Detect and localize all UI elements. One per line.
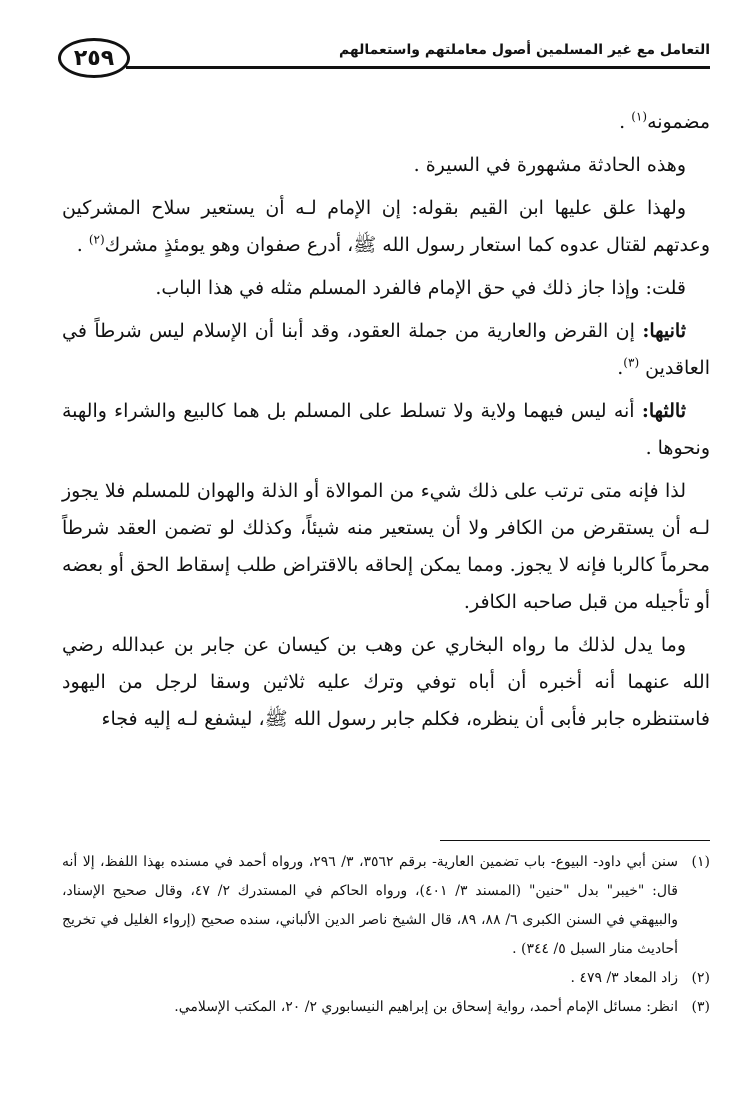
- paragraph-text: قلت: وإذا جاز ذلك في حق الإمام فالفرد المسلم مثله في هذا الباب.: [155, 277, 686, 299]
- paragraph-text: أنه ليس فيهما ولاية ولا تسلط على المسلم بل هما كالبيع والشراء والهبة ونحوها .: [62, 400, 710, 459]
- header-rule: [126, 66, 710, 69]
- paragraph-text: ولهذا علق عليها ابن القيم بقوله: إن الإمام لـه أن يستعير سلاح المشركين وعدتهم لقتال عدوه كما استعار رسول الله ﷺ، أدرع صفوان وهو يومئذٍ مشرك: [62, 197, 710, 256]
- footnotes: [62, 848, 710, 1022]
- body-text: [62, 104, 710, 744]
- paragraph-3: [62, 190, 710, 264]
- footnote-text: زاد المعاد ٣/ ٤٧٩ .: [570, 970, 678, 986]
- paragraph-end: .: [619, 111, 632, 133]
- page-number: ٢٥٩: [58, 38, 130, 78]
- footnote-1: [62, 848, 710, 964]
- footnote-text: سنن أبي داود- البيوع- باب تضمين العارية- برقم ٣٥٦٢، ٣/ ٢٩٦، ورواه أحمد في مسنده بهذا اللفظ، إلا أنه قال: "خيبر" بدل "حنين" (المسند ٣/ ٤٠١)، ورواه الحاكم في المستدرك ٢/ ٤٧، وقال صحيح الإسناد، والبيهقي في السنن الكبرى ٦/ ٨٨، ٨٩، قال الشيخ ناصر الدين الألباني، سنده صحيح (إرواء الغليل في تخريج أحاديث منار السبل ٥/ ٣٤٤) .: [62, 854, 678, 957]
- footnote-text: انظر: مسائل الإمام أحمد، رواية إسحاق بن إبراهيم النيسابوري ٢/ ٢٠، المكتب الإسلامي.: [174, 999, 678, 1015]
- running-title: التعامل مع غير المسلمين أصول معاملتهم واستعمالهم: [338, 42, 710, 58]
- paragraph-text: وما يدل لذلك ما رواه البخاري عن وهب بن كيسان عن جابر بن عبدالله رضي الله عنهما أنه أخبره أن أباه توفي وترك عليه ثلاثين وسقا لرجل من اليهود فاستنظره جابر فأبى أن ينظره، فكلم جابر رسول الله ﷺ، ليشفع لـه إليه فجاء: [62, 634, 710, 730]
- footnote-number: (١): [691, 854, 710, 870]
- paragraph-end: .: [617, 357, 624, 379]
- paragraph-lead: ثانيها:: [642, 320, 686, 342]
- page-header: [58, 38, 710, 84]
- paragraph-4: [62, 270, 710, 307]
- paragraph-5: [62, 313, 710, 387]
- footnote-separator: [440, 840, 710, 841]
- paragraph-6: [62, 393, 710, 467]
- paragraph-7: [62, 473, 710, 621]
- paragraph-2: [62, 147, 710, 184]
- footnote-ref-3: (٣): [623, 355, 640, 370]
- paragraph-text: وهذه الحادثة مشهورة في السيرة .: [413, 154, 686, 176]
- footnote-2: [62, 964, 710, 993]
- paragraph-end: .: [76, 234, 89, 256]
- paragraph-text: لذا فإنه متى ترتب على ذلك شيء من الموالاة أو الذلة والهوان للمسلم فلا يجوز لـه أن يستقرض من الكافر ولا أن يستعير منه شيئاً، وكذلك لو تضمن العقد شرطاً محرماً كالربا فإنه لا يجوز. ومما يمكن إلحاقه بالاقتراض طلب إسقاط الحق أو بعضه أو تأجيله من قبل صاحبه الكافر.: [62, 480, 710, 613]
- footnote-number: (٢): [691, 970, 710, 986]
- paragraph-text: إن القرض والعارية من جملة العقود، وقد أبنا أن الإسلام ليس شرطاً في العاقدين: [62, 320, 710, 379]
- paragraph-1: [62, 104, 710, 141]
- paragraph-8: [62, 627, 710, 738]
- footnote-3: [62, 993, 710, 1022]
- footnote-ref-2: (٢): [88, 232, 105, 247]
- paragraph-lead: ثالثها:: [641, 400, 686, 422]
- footnote-number: (٣): [691, 999, 710, 1015]
- footnote-ref-1: (١): [631, 109, 648, 124]
- paragraph-text: مضمونه: [647, 111, 710, 133]
